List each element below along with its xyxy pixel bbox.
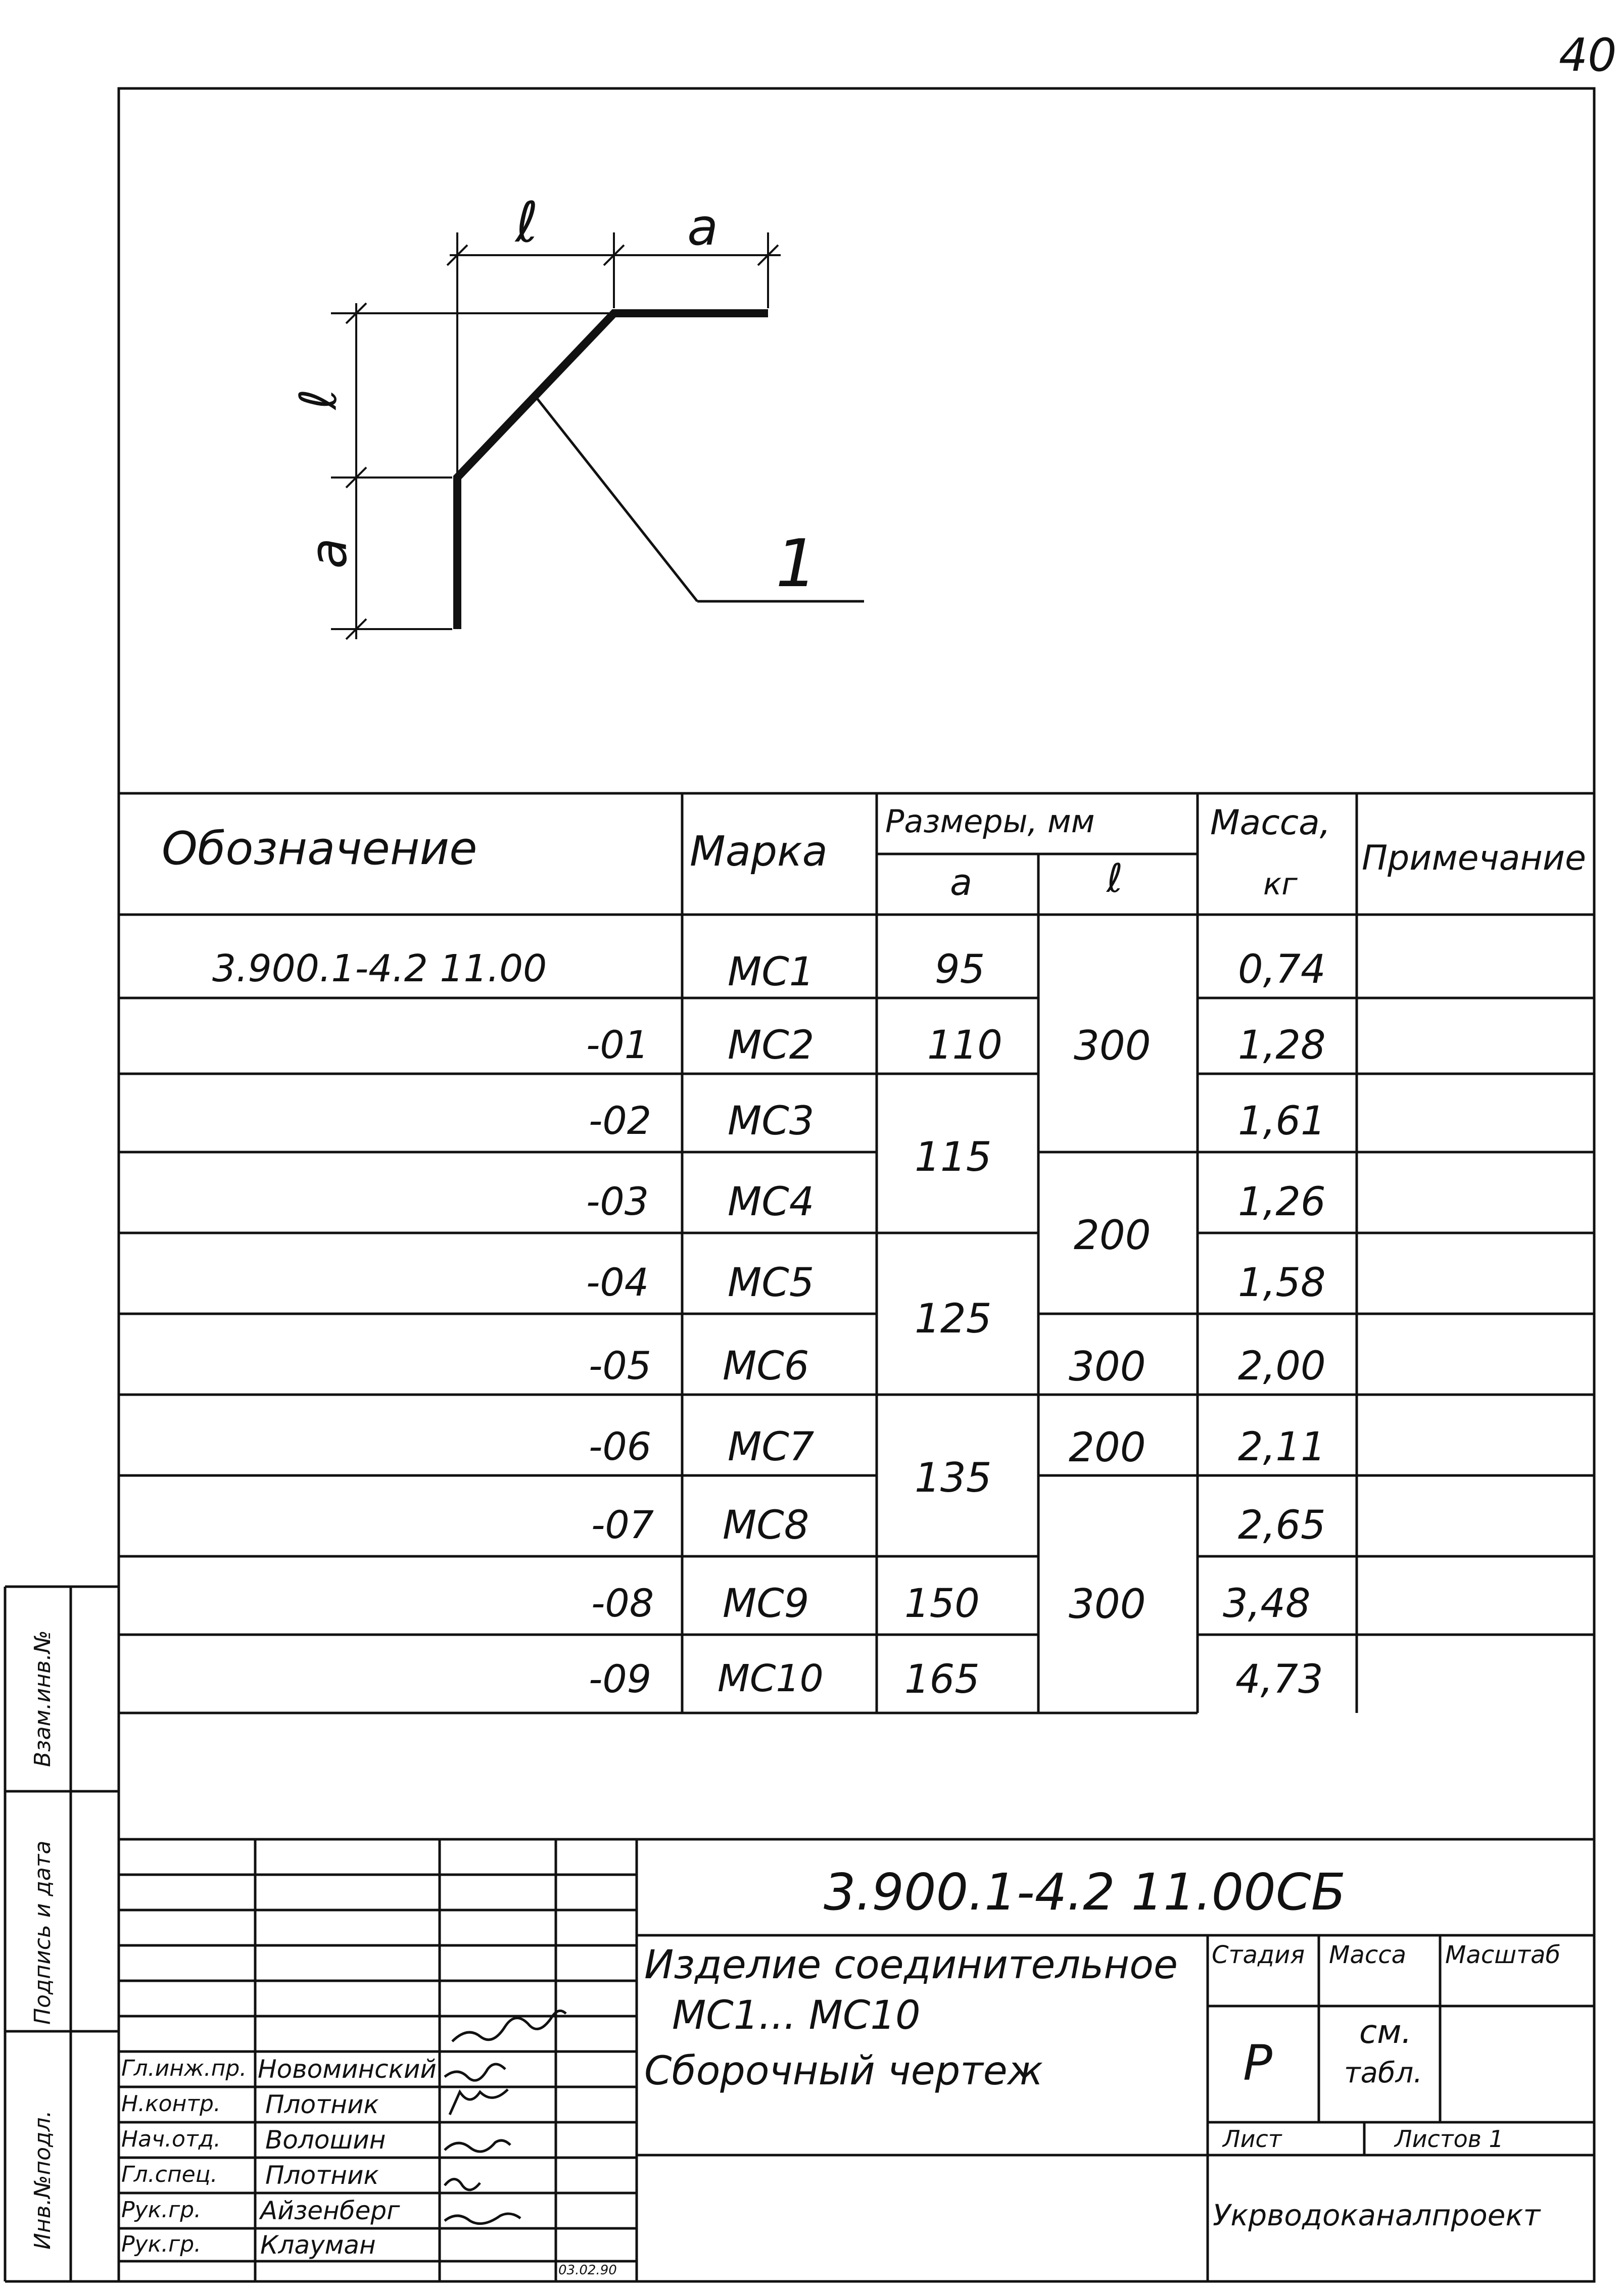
row-1-mass: 0,74 — [1238, 947, 1326, 992]
mass-label: Масса — [1329, 1941, 1407, 1969]
callout-leader — [536, 397, 697, 601]
row-4-mass: 1,26 — [1238, 1179, 1326, 1225]
merged-b-300-3: 300 — [1069, 1581, 1146, 1628]
row-2-a: 110 — [927, 1023, 1002, 1068]
scale-label: Масштаб — [1445, 1941, 1561, 1969]
row-7-mass: 2,11 — [1238, 1424, 1326, 1470]
header-mass-line2: кг — [1263, 867, 1298, 902]
row-5-designation: -04 — [586, 1260, 649, 1305]
row-1-designation: 3.900.1-4.2 11.00 — [212, 947, 547, 990]
dim-label-b-left: ℓ — [289, 389, 348, 410]
row-5-mass: 1,58 — [1238, 1260, 1326, 1306]
signatory-6-name: Клауман — [260, 2230, 376, 2260]
signatory-2-role: Н.контр. — [121, 2091, 221, 2117]
signature-4 — [445, 2140, 510, 2152]
row-10-mark: МС10 — [718, 1657, 824, 1700]
row-9-designation: -08 — [591, 1581, 654, 1626]
row-8-mark: МС8 — [723, 1503, 809, 1548]
row-3-mass: 1,61 — [1238, 1099, 1326, 1144]
title-line-1: Изделие соединительное — [644, 1942, 1178, 1988]
spec-table-grid — [119, 793, 1594, 1713]
signatory-2-name: Плотник — [265, 2090, 379, 2119]
header-dim-a: a — [950, 861, 973, 903]
signature-3 — [450, 2089, 508, 2115]
part-profile — [457, 313, 768, 629]
row-6-mark: МС6 — [723, 1344, 809, 1389]
title-doc-code: 3.900.1-4.2 11.00СБ — [824, 1863, 1346, 1922]
row-7-designation: -06 — [589, 1424, 652, 1469]
signature-6 — [445, 2214, 520, 2224]
header-mass-line1: Масса, — [1210, 803, 1331, 843]
callout-number: 1 — [776, 525, 818, 602]
dim-label-a-top: a — [687, 198, 719, 257]
row-9-mass: 3,48 — [1223, 1581, 1311, 1627]
mass-value-line1: см. — [1359, 2014, 1412, 2051]
row-2-designation: -01 — [586, 1022, 649, 1067]
signatory-1-name: Новоминский — [258, 2055, 437, 2084]
header-mark: Марка — [690, 828, 828, 876]
signatory-3-role: Нач.отд. — [121, 2126, 221, 2152]
merged-a-135: 135 — [915, 1454, 992, 1501]
row-4-mark: МС4 — [728, 1179, 815, 1225]
mass-value-line2: табл. — [1344, 2057, 1423, 2089]
row-6-designation: -05 — [589, 1343, 652, 1388]
header-designation: Обозначение — [162, 822, 477, 875]
signatory-1-role: Гл.инж.пр. — [121, 2056, 247, 2081]
merged-b-200-2: 200 — [1069, 1424, 1146, 1471]
page-number: 40 — [1559, 29, 1617, 82]
signature-5 — [445, 2179, 480, 2190]
row-5-mark: МС5 — [728, 1260, 815, 1306]
row-2-mass: 1,28 — [1238, 1023, 1326, 1068]
side-stamp-signature-date: Подпись и дата — [30, 1840, 56, 2025]
row-1-mark: МС1 — [728, 949, 815, 995]
row-3-designation: -02 — [589, 1098, 652, 1143]
signatory-4-role: Гл.спец. — [121, 2162, 218, 2187]
signatures — [445, 2011, 566, 2223]
row-8-designation: -07 — [591, 1502, 654, 1547]
header-note: Примечание — [1362, 838, 1586, 878]
signature-2 — [445, 2064, 505, 2080]
side-stamp-vzam-inv: Взам.инв.№ — [30, 1630, 56, 1767]
row-7-mark: МС7 — [728, 1424, 815, 1470]
dim-label-b-top: ℓ — [515, 190, 539, 255]
row-10-a: 165 — [904, 1657, 980, 1702]
header-dim-b: ℓ — [1107, 856, 1123, 901]
row-6-mass: 2,00 — [1238, 1344, 1326, 1389]
dim-label-a-left: a — [299, 538, 358, 569]
signatory-6-role: Рук.гр. — [121, 2231, 202, 2257]
merged-b-300-2: 300 — [1069, 1343, 1146, 1390]
sheet-label: Лист — [1223, 2125, 1282, 2153]
merged-a-125: 125 — [915, 1295, 992, 1342]
row-3-mark: МС3 — [728, 1099, 815, 1144]
signatory-5-name: Айзенберг — [260, 2196, 400, 2225]
title-line-2: МС1... МС10 — [672, 1993, 921, 2038]
row-10-designation: -09 — [589, 1656, 652, 1701]
stage-value: Р — [1243, 2035, 1272, 2091]
side-stamp-inv-podl: Инв.№подл. — [30, 2110, 56, 2250]
signatory-3-name: Волошин — [265, 2125, 386, 2155]
merged-b-200-1: 200 — [1074, 1212, 1151, 1259]
title-line-3: Сборочный чертеж — [644, 2048, 1043, 2094]
row-1-a: 95 — [935, 947, 985, 992]
row-2-mark: МС2 — [728, 1023, 815, 1068]
row-9-mark: МС9 — [723, 1581, 809, 1627]
date-stamp: 03.02.90 — [558, 2263, 617, 2278]
sheets-label: Листов 1 — [1395, 2125, 1504, 2153]
signatory-5-role: Рук.гр. — [121, 2197, 202, 2223]
header-dimensions: Размеры, мм — [885, 803, 1095, 840]
stage-label: Стадия — [1212, 1941, 1305, 1969]
row-9-a: 150 — [904, 1581, 980, 1627]
merged-b-300-1: 300 — [1074, 1022, 1151, 1069]
row-4-designation: -03 — [586, 1179, 649, 1224]
row-10-mass: 4,73 — [1235, 1657, 1323, 1702]
row-8-mass: 2,65 — [1238, 1503, 1326, 1548]
organization: Укрводоканалпроект — [1213, 2198, 1541, 2232]
side-stamp-grid — [5, 1587, 119, 2281]
signatory-4-name: Плотник — [265, 2161, 379, 2190]
merged-a-115: 115 — [915, 1133, 992, 1180]
